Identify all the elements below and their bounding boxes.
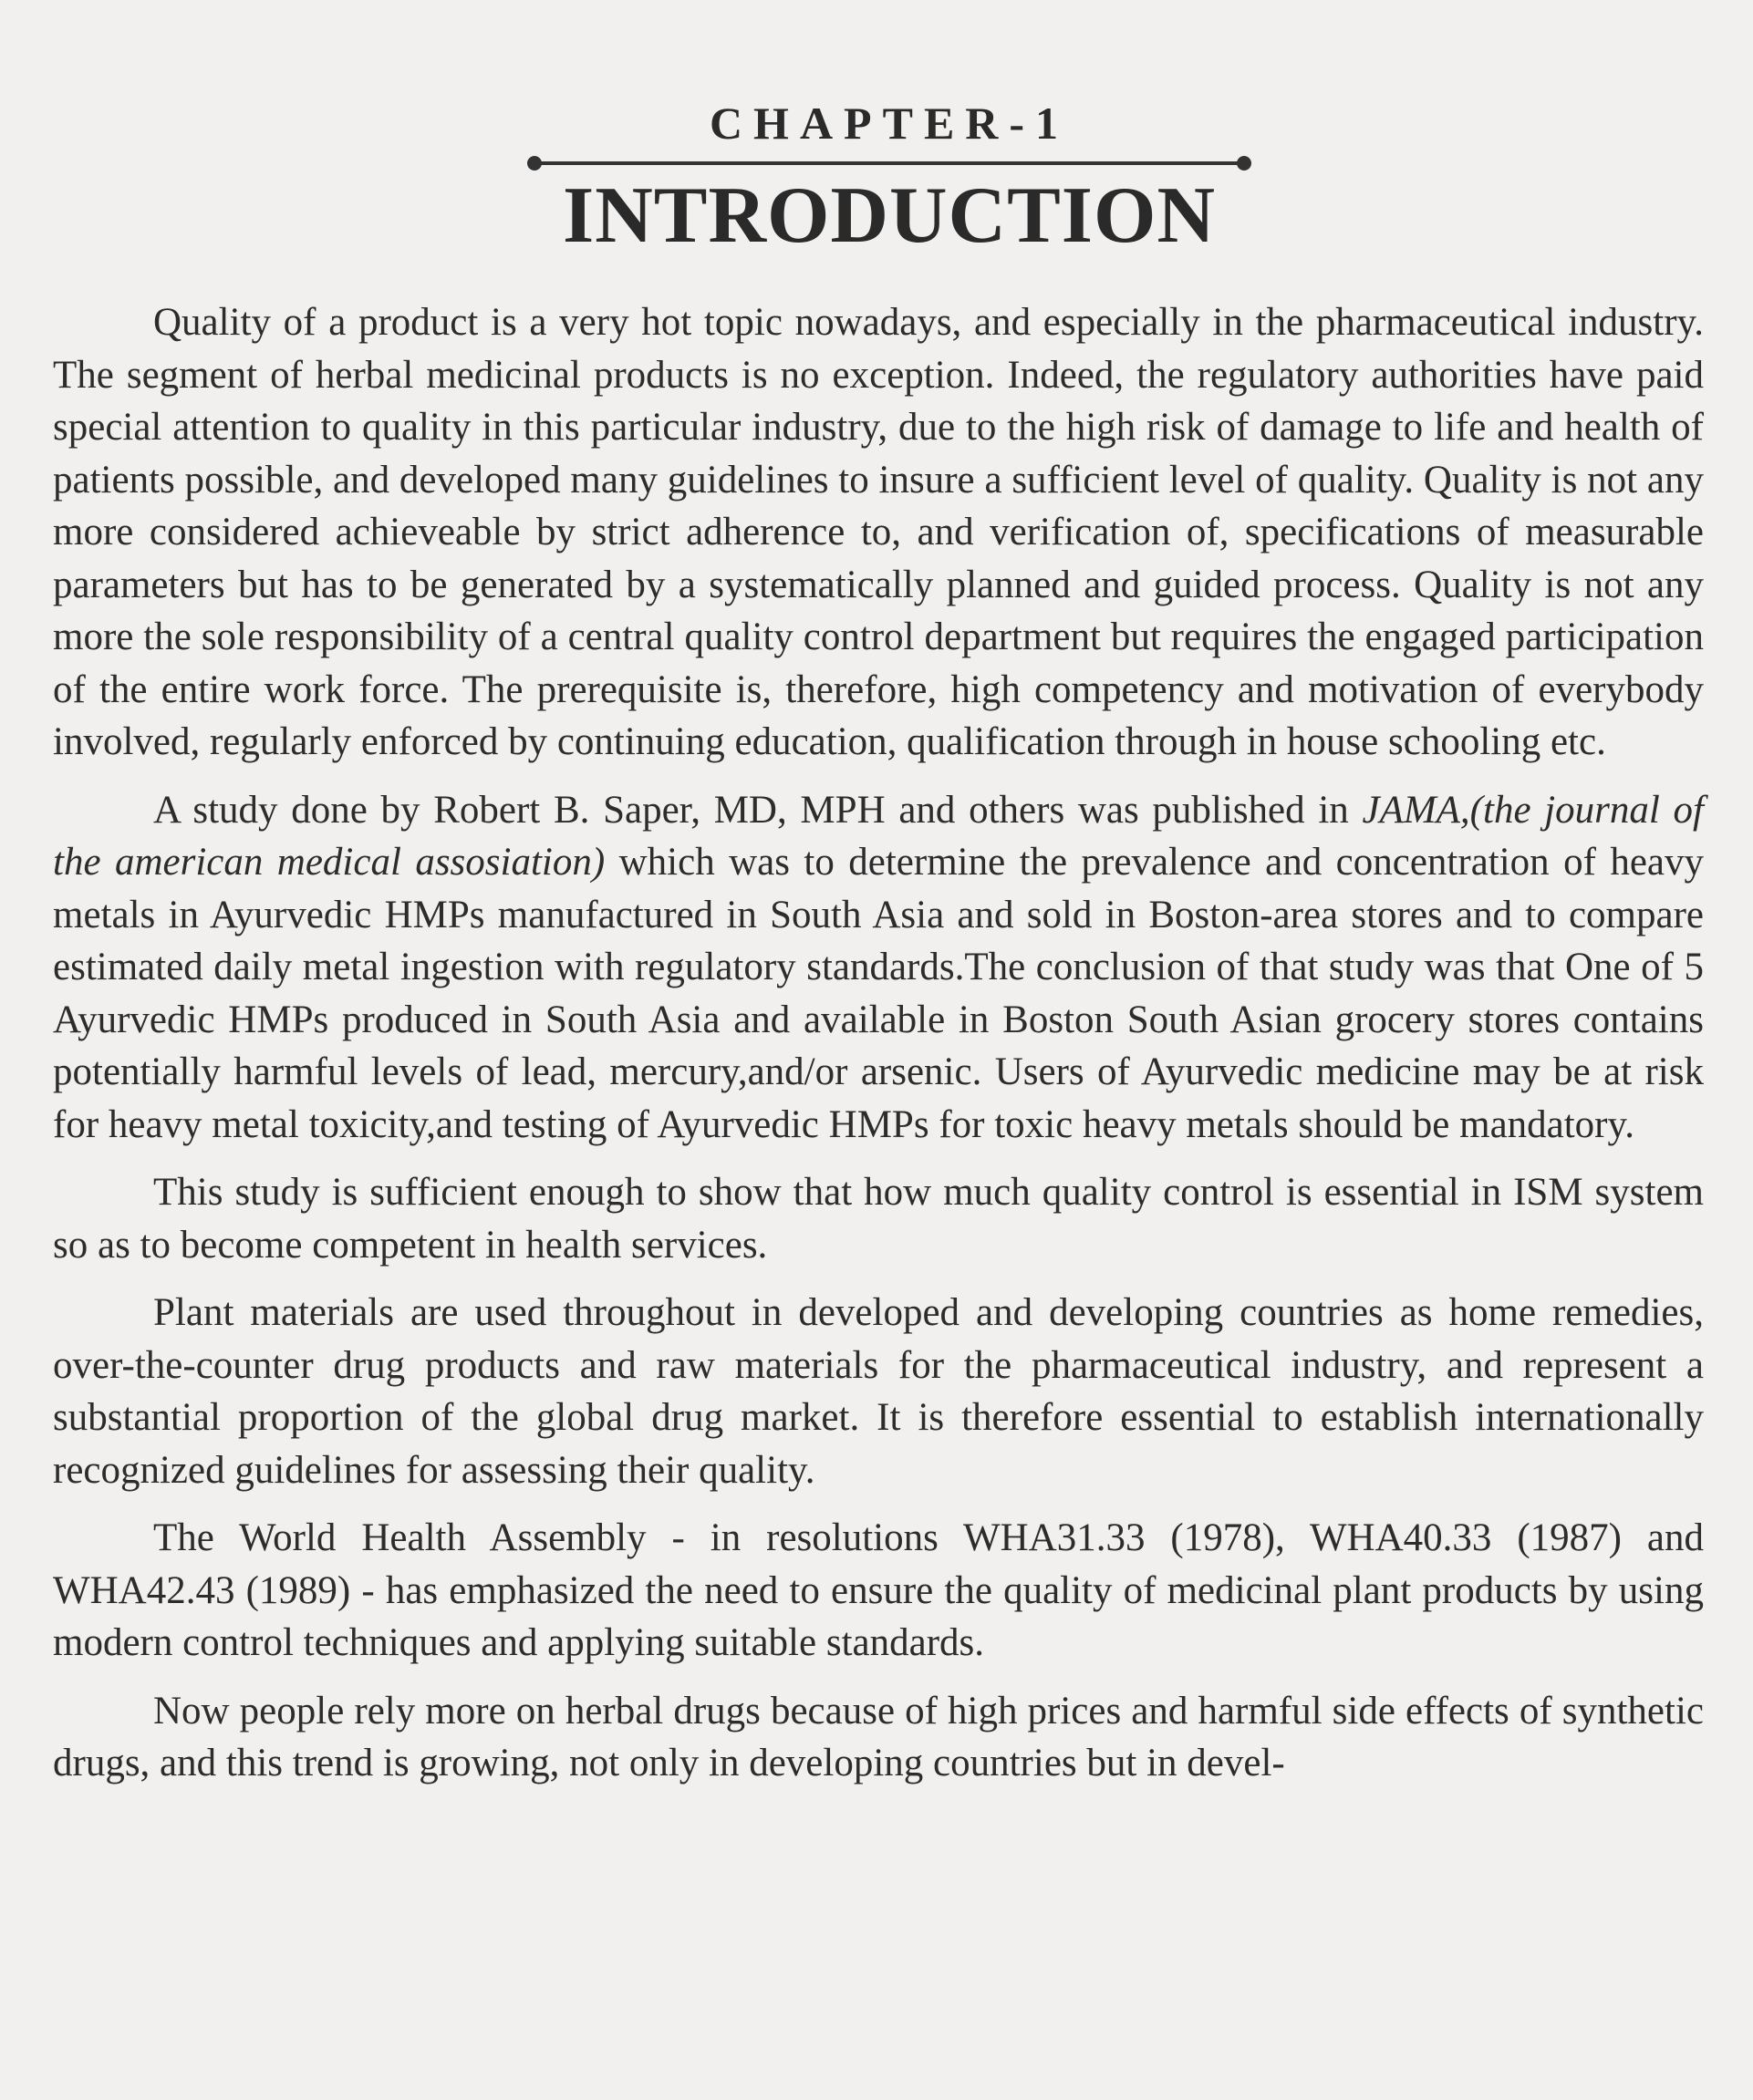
paragraph-sufficiency: This study is sufficient enough to show that how much quality control is essential in ISM system so as to become competent in health services. [53, 1171, 1704, 1267]
paragraph-study-intro: A study done by Robert B. Saper, MD, MPH and others was published in [153, 788, 1363, 832]
paragraph-world-health-assembly: The World Health Assembly - in resolutions WHA31.33 (1978), WHA40.33 (1987) and WHA42.43 (1989) - has emphasized the need to ensure the quality of medicinal plant products by using modern control techniques and applying suitable standards. [53, 1516, 1704, 1664]
divider-line [536, 161, 1242, 165]
paragraph-study-body: which was to determine the prevalence and concentration of heavy metals in Ayurvedic HMPs manufactured in South Asia and sold in Boston-area stores and to compare estimated daily metal ingestion with regulatory standards.The conclusion of that study was that One of 5 Ayurvedic HMPs produced in South Asia and available in Boston South Asian grocery stores contains potentially harmful levels of lead, mercury,and/or arsenic. Users of Ayurvedic medicine may be at risk for heavy metal toxicity,and testing of Ayurvedic HMPs for toxic heavy metals should be mandatory. [53, 841, 1705, 1146]
paragraph-quality: Quality of a product is a very hot topic nowadays, and especially in the pharmaceutical industry. The segment of herbal medicinal products is no exception. Indeed, the regulatory authorities have paid special attention to quality in this particular industry, due to the high risk of damage to life and health of patients possible, and developed many guidelines to insure a sufficient level of quality. Quality is not any more considered achieveable by strict adherence to, and verification of, specifications of measurable parameters but has to be generated by a systematically planned and guided process. Quality is not any more the sole responsibility of a central quality control department but requires the engaged participation of the entire work force. The prerequisite is, therefore, high competency and motivation of everybody involved, regularly enforced by continuing education, qualification through in house schooling etc. [53, 301, 1704, 763]
journal-name: JAMA,(the journal of the american medical assosiation) [53, 788, 1704, 884]
divider-right-dot [1237, 156, 1251, 171]
chapter-header [511, 96, 1268, 258]
paragraph-herbal-reliance: Now people rely more on herbal drugs because of high prices and harmful side effects of synthetic drugs, and this trend is growing, not only in developing countries but in devel- [53, 1689, 1704, 1784]
chapter-label: CHAPTER-1 [709, 98, 1070, 149]
header-divider [527, 154, 1251, 172]
body-text [53, 296, 1704, 1790]
paragraph-study [53, 784, 1704, 1152]
chapter-title: INTRODUCTION [562, 171, 1217, 260]
paragraph-plant-materials: Plant materials are used throughout in developed and developing countries as home remedies, over-the-counter drug products and raw materials for the pharmaceutical industry, and represent a substantial proportion of the global drug market. It is therefore essential to establish internationally recognized guidelines for assessing their quality. [53, 1291, 1704, 1492]
